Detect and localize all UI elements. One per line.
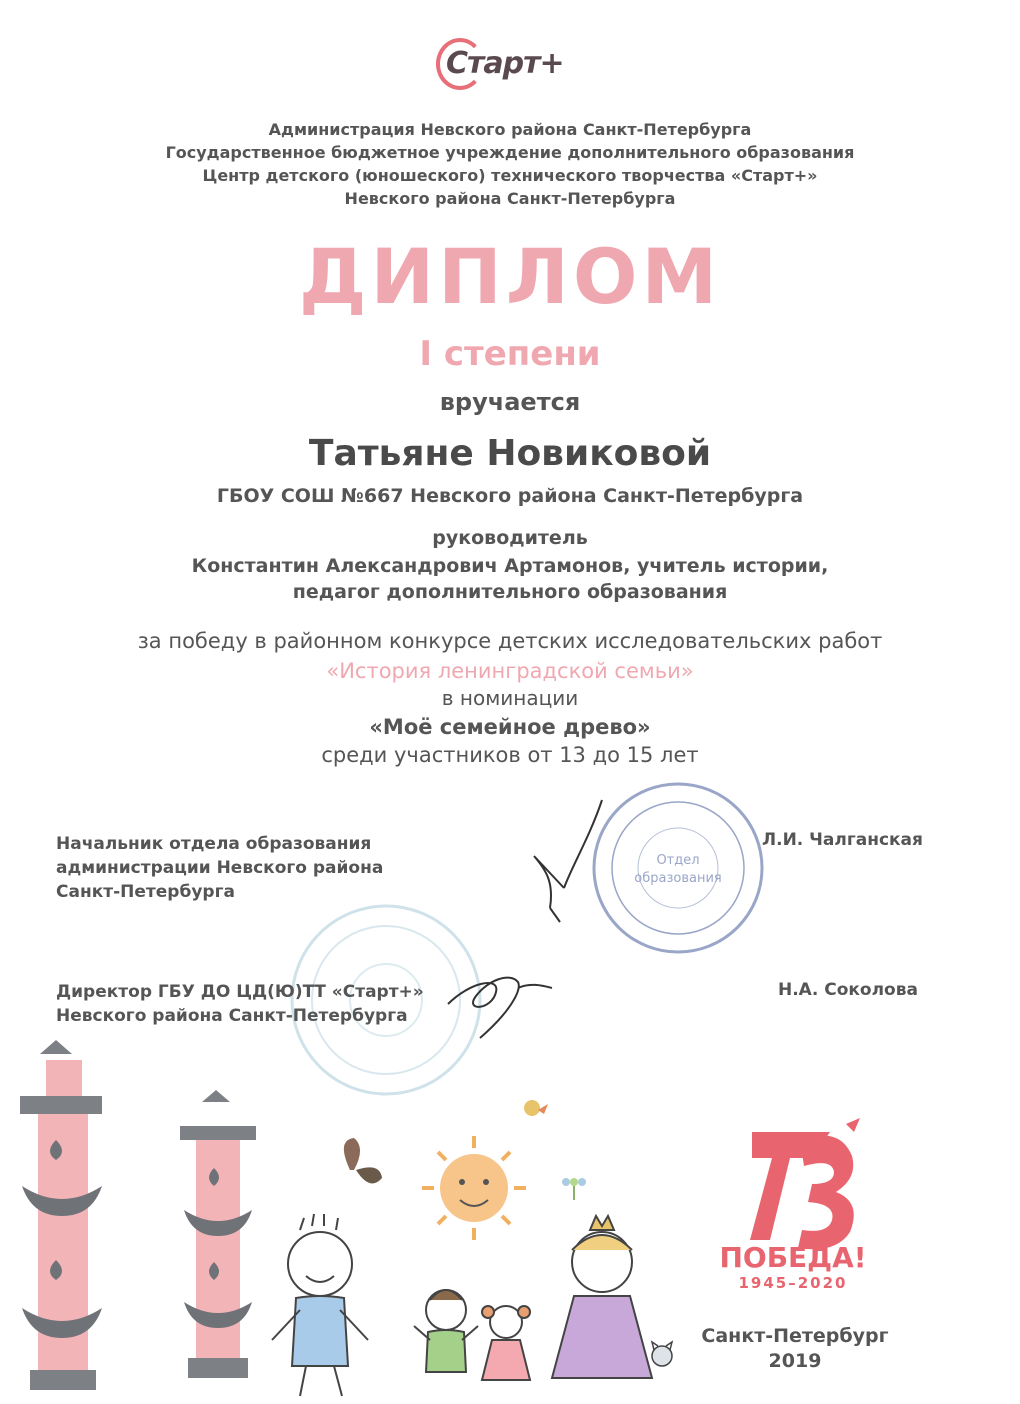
signatory-1-line-1: Начальник отдела образования [56, 834, 372, 854]
signatory-2-position [56, 980, 424, 1028]
flower-icon [562, 1178, 586, 1200]
diploma-degree: I степени [419, 334, 601, 374]
contest-name: «История ленинградской семьи» [326, 659, 694, 683]
small-boy-figure-icon [414, 1290, 478, 1372]
nomination-label: в номинации [441, 686, 579, 710]
signatory-1-position [56, 832, 383, 904]
place-year: 2019 [768, 1350, 822, 1372]
signatory-1-name: Л.И. Чалганская [762, 830, 923, 850]
place-and-year [700, 1324, 890, 1374]
bird-icon [524, 1100, 548, 1116]
stamp-text-1: Отдел [656, 853, 700, 868]
signature-2 [440, 952, 560, 1042]
for-win-text: за победу в районном конкурсе детских исследовательских работ [137, 629, 883, 653]
recipient-name: Татьяне Новиковой [308, 433, 712, 474]
sun-icon [422, 1136, 526, 1240]
start-plus-logo [432, 36, 572, 92]
signatory-2-line-2: Невского района Санкт-Петербурга [56, 1006, 408, 1026]
diploma-title: ДИПЛОМ [298, 232, 722, 321]
rostral-column-right-icon [180, 1090, 256, 1378]
victory-word: ПОБЕДА! [719, 1241, 867, 1274]
rostral-column-left-icon [20, 1040, 102, 1390]
organization-header [0, 118, 1020, 210]
signature-1 [520, 796, 620, 926]
signatory-2-name: Н.А. Соколова [778, 980, 918, 1000]
supervisor-line-2: педагог дополнительного образования [292, 581, 728, 603]
signatory-2-line-1: Директор ГБУ ДО ЦД(Ю)ТТ «Старт+» [56, 982, 424, 1002]
small-girl-figure-icon [482, 1306, 530, 1380]
place-city: Санкт-Петербург [701, 1325, 889, 1347]
org-line-3: Центр детского (юношеского) технического творчества «Старт+» [202, 166, 818, 185]
stamp-text-2: образования [634, 871, 722, 886]
org-line-1: Администрация Невского района Санкт-Петербурга [268, 120, 752, 139]
supervisor-label: руководитель [432, 527, 588, 549]
awarded-text: вручается [439, 388, 581, 416]
org-line-4: Невского района Санкт-Петербурга [344, 189, 676, 208]
recipient-school: ГБОУ СОШ №667 Невского района Санкт-Петербурга [216, 485, 804, 507]
supervisor-details [0, 553, 1020, 605]
logo-text: Старт+ [446, 46, 564, 81]
butterfly-icon [344, 1138, 382, 1183]
cat-icon [652, 1342, 672, 1366]
org-line-2: Государственное бюджетное учреждение дополнительного образования [165, 143, 855, 162]
victory-emblem [718, 1124, 868, 1304]
supervisor-line-1: Константин Александрович Артамонов, учитель истории, [191, 555, 829, 577]
nomination-name: «Моё семейное древо» [369, 715, 651, 739]
princess-figure-icon [552, 1216, 652, 1378]
age-group: среди участников от 13 до 15 лет [321, 743, 699, 767]
signatory-1-line-3: Санкт-Петербурга [56, 882, 235, 902]
boy-figure-icon [272, 1214, 368, 1396]
victory-years: 1945–2020 [738, 1274, 848, 1292]
signatory-1-line-2: администрации Невского района [56, 858, 384, 878]
